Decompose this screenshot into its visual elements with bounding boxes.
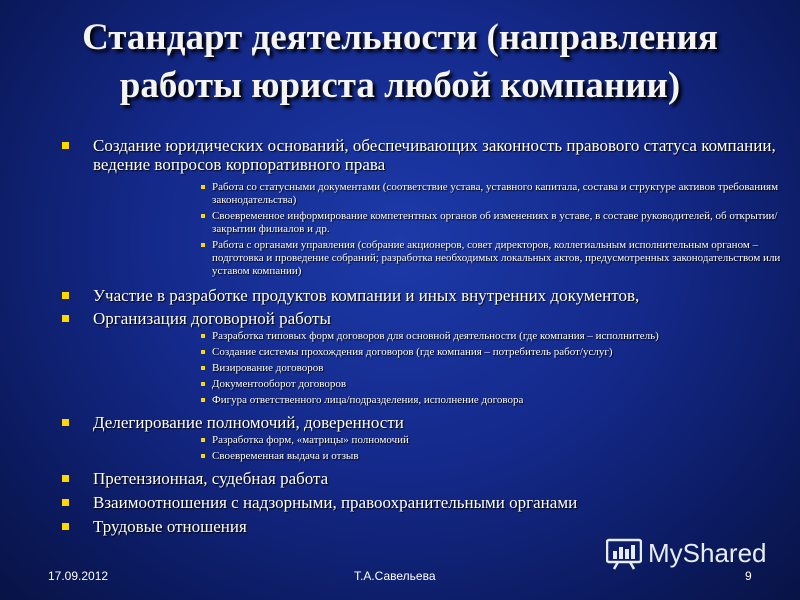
square-bullet-icon — [201, 243, 205, 247]
list-item-text: Организация договорной работы — [93, 309, 331, 328]
square-bullet-icon — [62, 475, 69, 482]
sub-list-item-text: Работа с органами управления (собрание акционеров, совет директоров, коллегиальным исполнительным органом – подготовка и проведение собраний; разработка необходимых локальных актов, предусмотренных законодательством или уставом компании) — [212, 239, 781, 277]
list-item-text: Создание юридических оснований, обеспечивающих законность правового статуса компании, ведение вопросов корпоративного права — [93, 136, 776, 174]
bullet-list — [58, 136, 781, 536]
sub-list-item-text: Работа со статусными документами (соответствие устава, уставного капитала, состава и структуре активов требованиям законодательства) — [212, 181, 779, 206]
square-bullet-icon — [201, 366, 205, 370]
square-bullet-icon — [62, 315, 69, 322]
slide-title-line-1: Стандарт деятельности (направления — [82, 17, 718, 58]
sub-list-item-text: Разработка типовых форм договоров для основной деятельности (где компания – исполнитель) — [212, 330, 659, 342]
sub-list-item — [201, 330, 800, 343]
slide-title — [20, 14, 780, 110]
myshared-logo — [606, 536, 767, 570]
sub-list-item — [201, 346, 800, 359]
list-item — [58, 493, 778, 512]
list-item-text: Трудовые отношения — [93, 517, 247, 536]
list-item-text: Участие в разработке продуктов компании и иных внутренних документов, — [93, 286, 640, 305]
list-item — [58, 469, 778, 488]
sub-list-item — [201, 181, 800, 207]
square-bullet-icon — [201, 454, 205, 458]
square-bullet-icon — [62, 292, 69, 299]
square-bullet-icon — [201, 350, 205, 354]
sub-list-item-text: Создание системы прохождения договоров (где компания – потребитель работ/услуг) — [212, 346, 613, 358]
list-item — [58, 309, 778, 328]
sub-list-item-text: Фигура ответственного лица/подразделения, исполнение договора — [212, 394, 524, 406]
list-item — [58, 517, 778, 536]
square-bullet-icon — [62, 523, 69, 530]
list-item — [58, 136, 778, 174]
footer-author: Т.А.Савельева — [354, 569, 436, 583]
list-item — [58, 413, 778, 432]
footer-page-number: 9 — [745, 569, 752, 583]
sub-list-item — [201, 378, 800, 391]
sub-list-item-text: Своевременное информирование компетентных органов об изменениях в уставе, в составе руководителей, об открытии/закрытии филиалов и др. — [212, 210, 778, 235]
myshared-logo-icon — [606, 536, 642, 570]
square-bullet-icon — [62, 499, 69, 506]
sub-list-item-text: Своевременная выдача и отзыв — [212, 450, 359, 462]
list-item — [58, 286, 778, 305]
square-bullet-icon — [62, 419, 69, 426]
square-bullet-icon — [201, 382, 205, 386]
footer-date: 17.09.2012 — [48, 569, 109, 583]
sub-list-item-text: Визирование договоров — [212, 362, 324, 374]
sub-list-item — [201, 362, 800, 375]
list-item-text: Делегирование полномочий, доверенности — [93, 413, 404, 432]
square-bullet-icon — [201, 334, 205, 338]
sub-list-item — [201, 434, 800, 447]
square-bullet-icon — [201, 185, 205, 189]
list-item-text: Претензионная, судебная работа — [93, 469, 329, 488]
square-bullet-icon — [62, 142, 69, 149]
slide-title-line-2: работы юриста любой компании) — [119, 65, 681, 106]
square-bullet-icon — [201, 214, 205, 218]
list-item-text: Взаимоотношения с надзорными, правоохранительными органами — [93, 493, 578, 512]
sub-list-item — [201, 450, 800, 463]
sub-list-item-text: Разработка форм, «матрицы» полномочий — [212, 434, 409, 446]
square-bullet-icon — [201, 438, 205, 442]
sub-list-item — [201, 210, 800, 236]
sub-list-item-text: Документооборот договоров — [212, 378, 347, 390]
sub-list-item — [201, 239, 800, 278]
square-bullet-icon — [201, 398, 205, 402]
logo-text: MyShared — [648, 537, 767, 568]
sub-list-item — [201, 394, 800, 407]
